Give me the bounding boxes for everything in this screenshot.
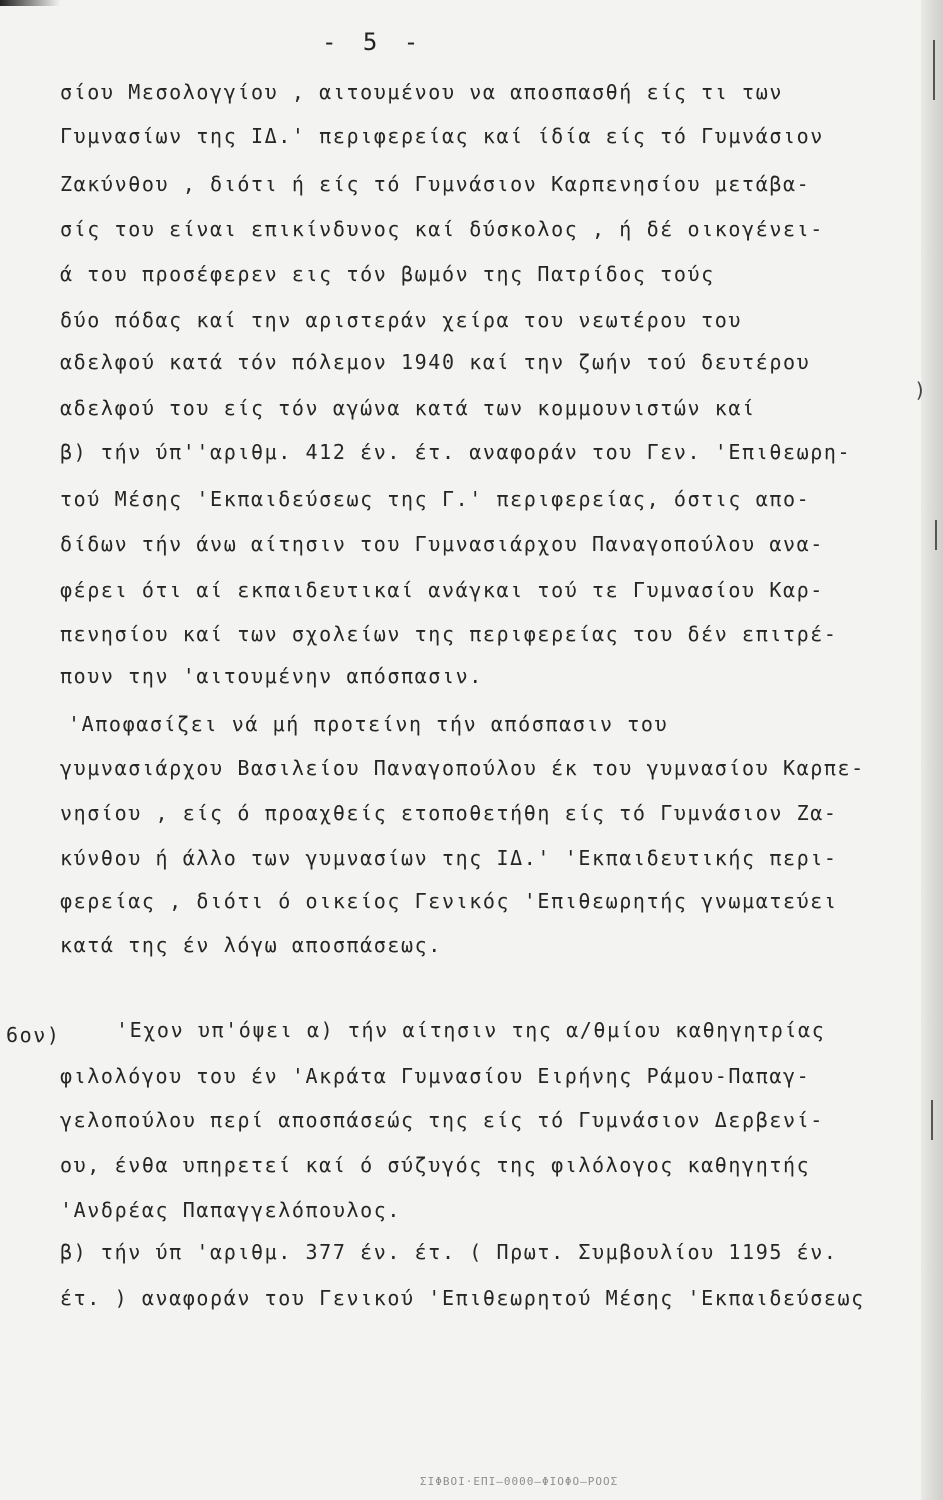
text-line: δύο πόδας καί την αριστεράν χείρα του νεωτέρου του bbox=[60, 308, 743, 332]
corner-scan-mark bbox=[0, 0, 60, 6]
text-line: φερείας , διότι ό οικείος Γενικός 'Επιθεωρητής γνωματεύει bbox=[60, 889, 838, 913]
text-line: Ζακύνθου , διότι ή είς τό Γυμνάσιον Καρπενησίου μετάβα- bbox=[60, 172, 811, 196]
page-number: - 5 - bbox=[322, 28, 425, 56]
text-line: γελοπούλου περί αποσπάσεώς της είς τό Γυμνάσιον Δερβενί- bbox=[60, 1108, 824, 1132]
text-line: ου, ένθα υπηρετεί καί ό σύζυγός της φιλόλογος καθηγητής bbox=[60, 1153, 811, 1177]
edge-scan-mark bbox=[935, 520, 937, 550]
text-line: β) τήν ύπ 'αριθμ. 377 έν. έτ. ( Πρωτ. Συμβουλίου 1195 έν. bbox=[60, 1240, 838, 1264]
text-line: φιλολόγου του έν 'Ακράτα Γυμνασίου Ειρήνης Ράμου-Παπαγ- bbox=[60, 1064, 811, 1088]
text-line: 'Εχον υπ'όψει α) τήν αίτησιν της α/θμίου καθηγητρίας bbox=[116, 1018, 826, 1042]
text-line: β) τήν ύπ''αριθμ. 412 έν. έτ. αναφοράν του Γεν. 'Επιθεωρη- bbox=[60, 440, 852, 464]
text-line: Γυμνασίων της ΙΔ.' περιφερείας καί ίδία είς τό Γυμνάσιον bbox=[60, 124, 824, 148]
text-line: έτ. ) αναφοράν του Γενικού 'Επιθεωρητού Μέσης 'Εκπαιδεύσεως bbox=[60, 1286, 865, 1310]
text-line: αδελφού κατά τόν πόλεμον 1940 καί την ζωήν τού δευτέρου bbox=[60, 350, 811, 374]
edge-scan-mark bbox=[933, 40, 935, 100]
text-line: τού Μέσης 'Εκπαιδεύσεως της Γ.' περιφερείας, όστις απο- bbox=[60, 487, 811, 511]
text-line: αδελφού του είς τόν αγώνα κατά των κομμουνιστών καί bbox=[60, 396, 756, 420]
text-line: 'Ανδρέας Παπαγγελόπουλος. bbox=[60, 1198, 402, 1222]
text-line: κύνθου ή άλλο των γυμνασίων της ΙΔ.' 'Εκπαιδευτικής περι- bbox=[60, 846, 838, 870]
page-edge-shadow bbox=[921, 0, 943, 1500]
decision-line: 'Αποφασίζει νά μή προτείνη τήν απόσπασιν του bbox=[68, 712, 669, 736]
text-line: γυμνασιάρχου Βασιλείου Παναγοπούλου έκ του γυμνασίου Καρπε- bbox=[60, 756, 865, 780]
margin-mark: ) bbox=[914, 378, 927, 402]
text-line: σίς του είναι επικίνδυνος καί δύσκολος , ή δέ οικογένει- bbox=[60, 217, 824, 241]
text-line: σίου Μεσολογγίου , αιτουμένου να αποσπασθή είς τι των bbox=[60, 80, 783, 104]
text-line: πενησίου καί των σχολείων της περιφερείας του δέν επιτρέ- bbox=[60, 622, 838, 646]
text-line: φέρει ότι αί εκπαιδευτικαί ανάγκαι τού τε Γυμνασίου Καρ- bbox=[60, 578, 824, 602]
text-line: κατά της έν λόγω αποσπάσεως. bbox=[60, 933, 442, 957]
text-line: δίδων τήν άνω αίτησιν του Γυμνασιάρχου Παναγοπούλου ανα- bbox=[60, 532, 824, 556]
text-line: πουν την 'αιτουμένην απόσπασιν. bbox=[60, 664, 483, 688]
text-line: νησίου , είς ό προαχθείς ετοποθετήθη είς τό Γυμνάσιον Ζα- bbox=[60, 801, 838, 825]
section-label: 6ον) bbox=[6, 1023, 61, 1047]
footer-stamp: ‎ΣΙΦΒΟΙ·ΕΠΙ—0000—ΦΙΟΦΟ—ΡΟΟΣ bbox=[420, 1475, 619, 1488]
text-line: ά του προσέφερεν εις τόν βωμόν της Πατρίδος τούς bbox=[60, 262, 715, 286]
edge-scan-mark bbox=[931, 1100, 933, 1140]
